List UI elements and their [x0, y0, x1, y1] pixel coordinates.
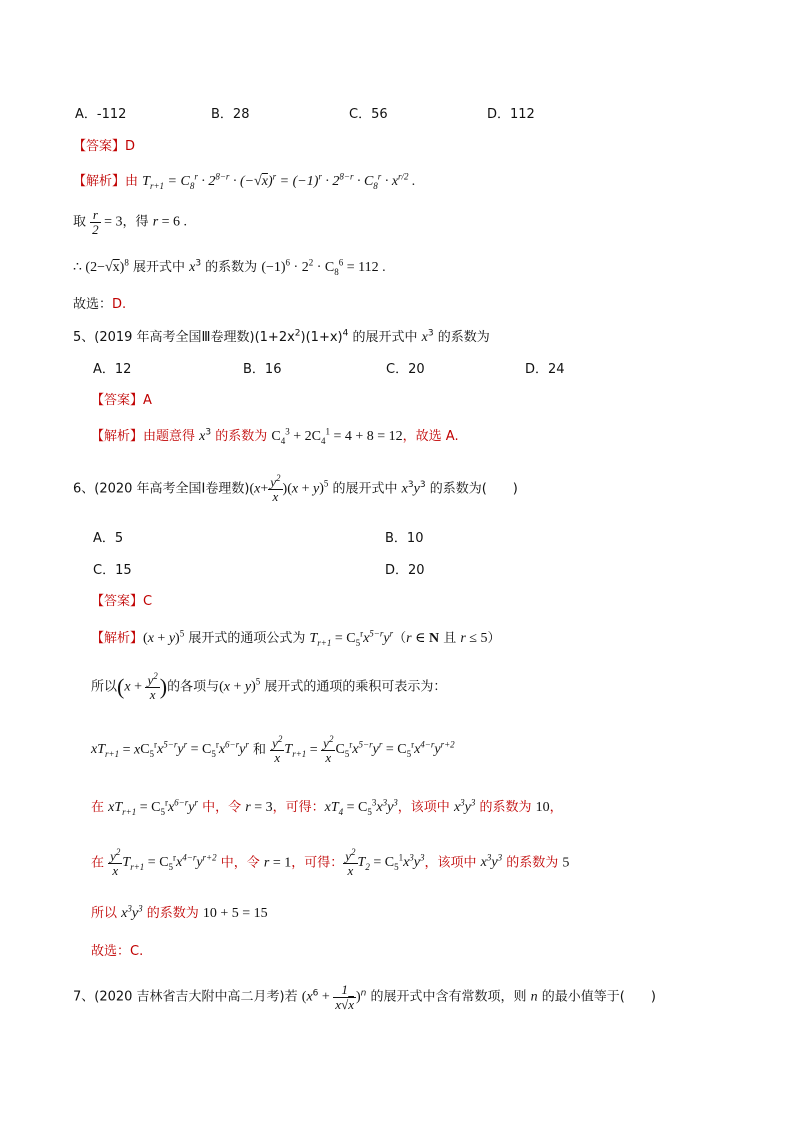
q6-option-b: B．10: [385, 531, 424, 546]
q6-analysis-line6: 所以 $x^3y^3$ 的系数为 10 + 5 = 15: [91, 903, 268, 921]
q5-option-b: B．16: [243, 362, 282, 377]
q5-option-c: C．20: [386, 362, 425, 377]
q4-option-b: B．28: [211, 107, 250, 122]
answer-label: 【答案】: [73, 139, 126, 154]
q4-option-c: C．56: [349, 107, 388, 122]
answer-value: A: [143, 393, 152, 408]
q7-stem: 7、(2020 吉林省吉大附中高二月考)若 ($x^6$ + $\frac{1}{x√x}$ )$^n$ 的展开式中含有常数项，则 n 的最小值等于( ): [73, 982, 656, 1012]
answer-value: D: [125, 139, 136, 154]
q5-answer: [91, 389, 152, 408]
q4-analysis-line1: [73, 170, 416, 191]
q5-option-a: A．12: [93, 362, 132, 377]
q5-stem: 5、(2019 年高考全国Ⅲ卷理数)$(1+2x^2)(1+x)^4$ 的展开式中 $x^3$ 的系数为: [73, 328, 490, 345]
q4-conclusion: 故选：D.: [73, 297, 127, 312]
q4-option-d: D．112: [487, 107, 535, 122]
q6-analysis-line3: $xT_{r+1} = xC_5^rx^{5-r}y^r = C_5^rx^{6-r}y^r$ 和 $\frac{y^2}{x}$ $T_{r+1}$ = $\frac{y^2}{x}$ $C_5^rx^{5-r}y^r = C_5^rx^{4-r}y^{r+2}$: [91, 734, 455, 765]
q6-option-d: D．20: [385, 563, 425, 578]
q6-analysis-line1: 【解析】$(x + y)^5$ 展开式的通项公式为 $T_{r+1} = C_5^rx^{5-r}y^r(r$ ∈ N 且 r ≤ 5）: [91, 628, 501, 648]
q6-option-c: C．15: [93, 563, 132, 578]
answer-value: C: [143, 594, 153, 609]
analysis-label: 【解析】: [91, 429, 144, 444]
analysis-label: 【解析】: [91, 631, 144, 646]
q6-analysis-line5: 在 $\frac{y^2}{x}$ $T_{r+1} = C_5^rx^{4-r}y^{r+2}$ 中，令 r = 1，可得： $\frac{y^2}{x}$ $T_2 = C_5^1x^3y^3$，该项中 $x^3y^3$ 的系数为 5: [91, 847, 570, 878]
q4-analysis-line2: 取 $\frac{r}{2}$ = 3，得 r = 6 .: [73, 207, 188, 237]
q6-conclusion: 故选：C.: [91, 944, 144, 959]
q4-option-a: A．-112: [75, 107, 127, 122]
q5-analysis: 【解析】由题意得 $x^3$ 的系数为 $C_4^3 + 2C_4^1 = 4 + 8 = 12$，故选 A.: [91, 426, 459, 446]
q6-analysis-line2: 所以(x + $\frac{y^2}{x}$ )的各项与$(x + y)^5$ 展开式的通项的乘积可表示为：: [91, 671, 447, 702]
answer-label: 【答案】: [91, 393, 144, 408]
q6-analysis-line4: 在 $xT_{r+1} = C_5^rx^{6-r}y^r$ 中，令 r = 3，可得：$xT_4 = C_5^3x^3y^3$，该项中 $x^3y^3$ 的系数为 10，: [91, 797, 563, 817]
q4-analysis-line3: ∴ $(2-√x)^8$ 展开式中 $x^3$ 的系数为 $(-1)^6 \cdot 2^2 \cdot C_8^6 = 112$ .: [73, 257, 386, 277]
formula: $T_{r+1} = C_8^r \cdot 2^{8-r} \cdot (-√x)^r = (-1)^r \cdot 2^{8-r} \cdot C_8^r \cdot x^{r/2}$ .: [142, 171, 416, 191]
q4-answer: [73, 135, 135, 154]
answer-label: 【答案】: [91, 594, 144, 609]
analysis-label: 【解析】: [73, 174, 126, 189]
q6-answer: [91, 590, 152, 609]
q6-option-a: A．5: [93, 531, 124, 546]
q6-stem: 6、(2020 年高考全国Ⅰ卷理数)(x+ $\frac{y^2}{x}$ )$(x + y)^5$ 的展开式中 $x^3y^3$ 的系数为( ): [73, 473, 518, 504]
q5-option-d: D．24: [525, 362, 565, 377]
analysis-prefix: 由: [125, 174, 139, 189]
